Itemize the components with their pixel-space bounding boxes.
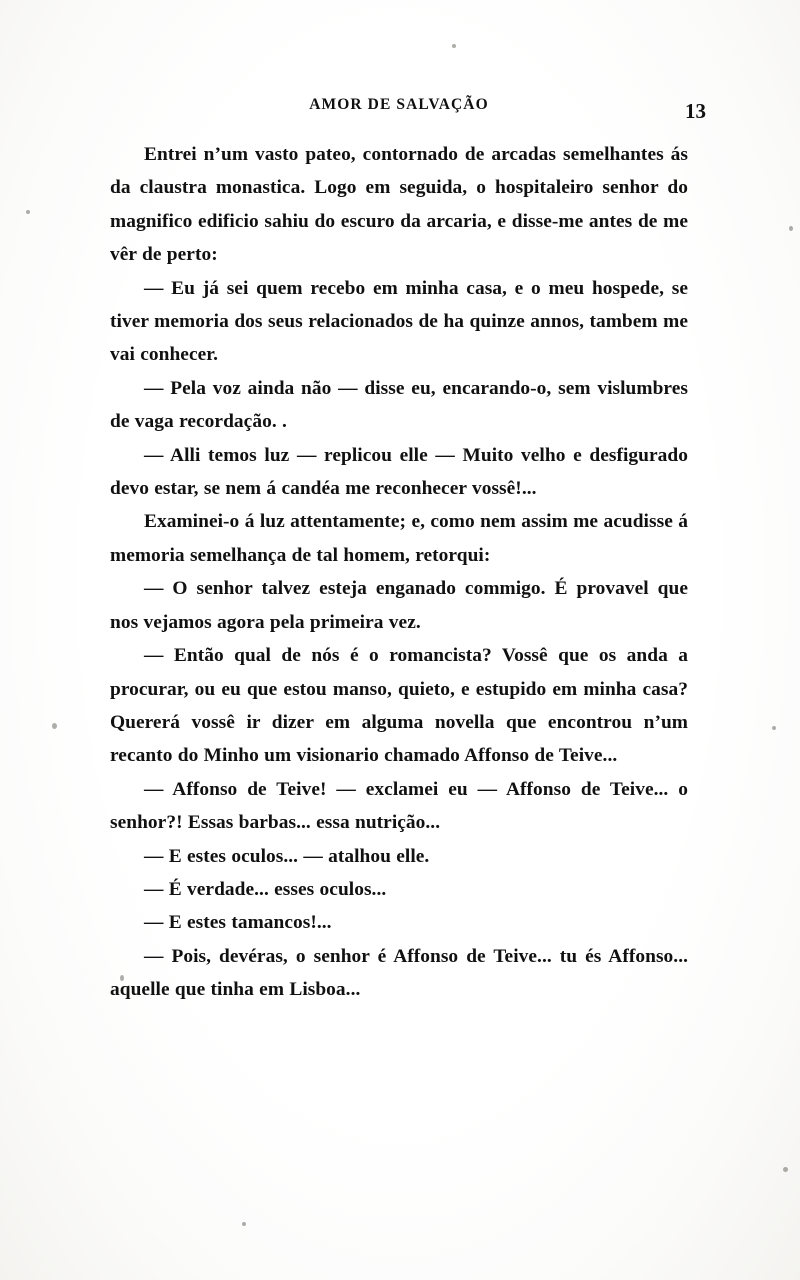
paragraph: — O senhor talvez esteja enganado commigo. É provavel que nos vejamos agora pela primeira vez.	[110, 578, 688, 633]
paragraph: — Affonso de Teive! — exclamei eu — Affonso de Teive... o senhor?! Essas barbas... essa nutrição...	[110, 778, 688, 834]
paragraph: — É verdade... esses oculos...	[144, 878, 387, 900]
page-number: 13	[685, 99, 706, 123]
paragraph: — Então qual de nós é o romancista? Vossê que os anda a procurar, ou eu que estou manso, quieto, e estupido em minha casa? Quererá vossê ir dizer em alguma novella que encontrou n’um recanto do Minho um visionario chamado Affonso de Teive...	[110, 645, 688, 767]
page-speck	[52, 723, 57, 729]
body-text	[110, 138, 688, 1007]
paragraph: — Eu já sei quem recebo em minha casa, e o meu hospede, se tiver memoria dos seus relacionados de ha quinze annos, tambem me vai conhecer.	[110, 277, 688, 366]
page-speck	[772, 726, 776, 730]
page-speck	[242, 1222, 246, 1226]
page-speck	[452, 44, 456, 48]
page-speck	[789, 226, 793, 231]
paragraph: Examinei-o á luz attentamente; e, como nem assim me acudisse á memoria semelhança de tal homem, retorqui:	[110, 511, 688, 566]
paragraph: Entrei n’um vasto pateo, contornado de arcadas semelhantes ás da claustra monastica. Logo em seguida, o hospitaleiro senhor do magnifico edificio sahiu do escuro da arcaria, e disse-me antes de me vêr de perto:	[110, 144, 688, 266]
page-speck	[783, 1167, 788, 1172]
paragraph: — Pela voz ainda não — disse eu, encarando-o, sem vislumbres de vaga recordação. .	[110, 377, 688, 433]
page-content	[110, 96, 706, 1007]
paragraph: — Pois, devéras, o senhor é Affonso de Teive... tu és Affonso... aquelle que tinha em Lisboa...	[110, 945, 688, 1001]
paragraph: — Alli temos luz — replicou elle — Muito velho e desfigurado devo estar, se nem á candéa me reconhecer vossê!...	[110, 444, 688, 500]
paragraph: — E estes oculos... — atalhou elle.	[144, 845, 430, 867]
page-header	[110, 96, 706, 123]
page-speck	[26, 210, 30, 214]
running-title: AMOR DE SALVAÇÃO	[309, 96, 489, 113]
paragraph: — E estes tamancos!...	[144, 912, 332, 934]
